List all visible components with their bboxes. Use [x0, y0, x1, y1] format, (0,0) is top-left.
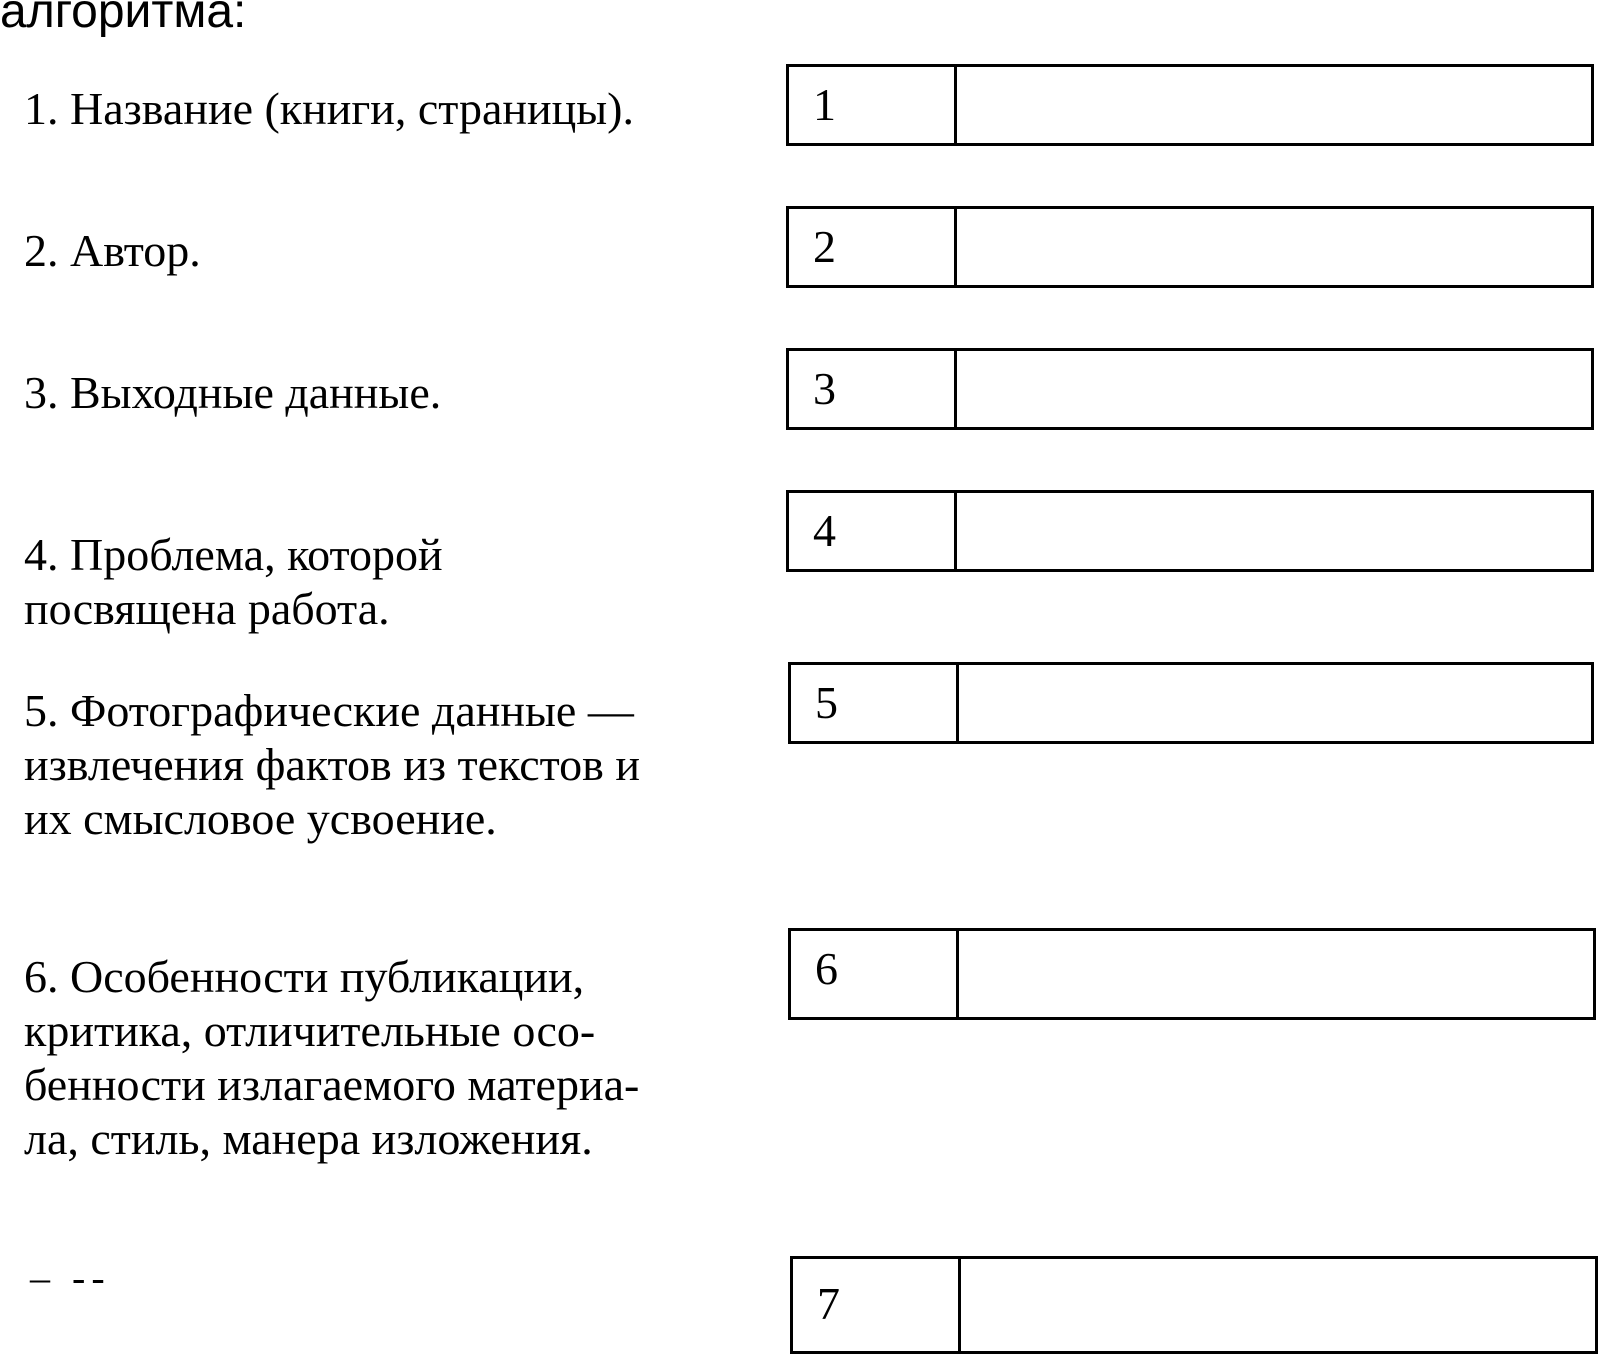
answer-box-5-number: 5: [791, 665, 959, 741]
answer-box-7-number: 7: [793, 1259, 961, 1351]
item-4-line-2: посвящена работа.: [24, 583, 390, 634]
item-6-line-3: бенности излагаемого материа-: [24, 1059, 640, 1110]
answer-box-6-number: 6: [791, 931, 959, 1017]
item-2-text: [24, 224, 201, 278]
item-1-text: [24, 82, 634, 136]
answer-box-2-number: 2: [789, 209, 957, 285]
item-4-text: [24, 528, 443, 636]
answer-box-6-field[interactable]: [959, 931, 1593, 1017]
item-5-text: [24, 684, 640, 846]
answer-box-1: [786, 64, 1594, 146]
item-1-line-1: 1. Название (книги, страницы).: [24, 83, 634, 134]
heading: алгоритма:: [0, 0, 247, 38]
answer-box-4-number: 4: [789, 493, 957, 569]
item-3-line-1: 3. Выходные данные.: [24, 367, 442, 418]
answer-box-6: [788, 928, 1596, 1020]
item-3-text: [24, 366, 441, 420]
answer-box-1-field[interactable]: [957, 67, 1591, 143]
answer-box-1-number: 1: [789, 67, 957, 143]
answer-box-3-number: 3: [789, 351, 957, 427]
item-6-text: [24, 950, 639, 1166]
item-6-line-4: ла, стиль, манера изложения.: [24, 1113, 593, 1164]
item-2-line-1: 2. Автор.: [24, 225, 201, 276]
item-6-line-2: критика, отличительные осо-: [24, 1005, 596, 1056]
answer-box-4-field[interactable]: [957, 493, 1591, 569]
answer-box-5: [788, 662, 1594, 744]
answer-box-7: [790, 1256, 1598, 1354]
answer-box-7-field[interactable]: [961, 1259, 1595, 1351]
answer-box-4: [786, 490, 1594, 572]
item-6-line-1: 6. Особенности публикации,: [24, 951, 585, 1002]
item-5-line-1: 5. Фотографические данные —: [24, 685, 634, 736]
partial-text: – --: [30, 1255, 111, 1300]
item-5-line-2: извлечения фактов из текстов и: [24, 739, 641, 790]
item-4-line-1: 4. Проблема, которой: [24, 529, 443, 580]
answer-box-2-field[interactable]: [957, 209, 1591, 285]
answer-box-5-field[interactable]: [959, 665, 1591, 741]
answer-box-3-field[interactable]: [957, 351, 1591, 427]
answer-box-3: [786, 348, 1594, 430]
answer-box-2: [786, 206, 1594, 288]
item-5-line-3: их смысловое усвоение.: [24, 793, 497, 844]
